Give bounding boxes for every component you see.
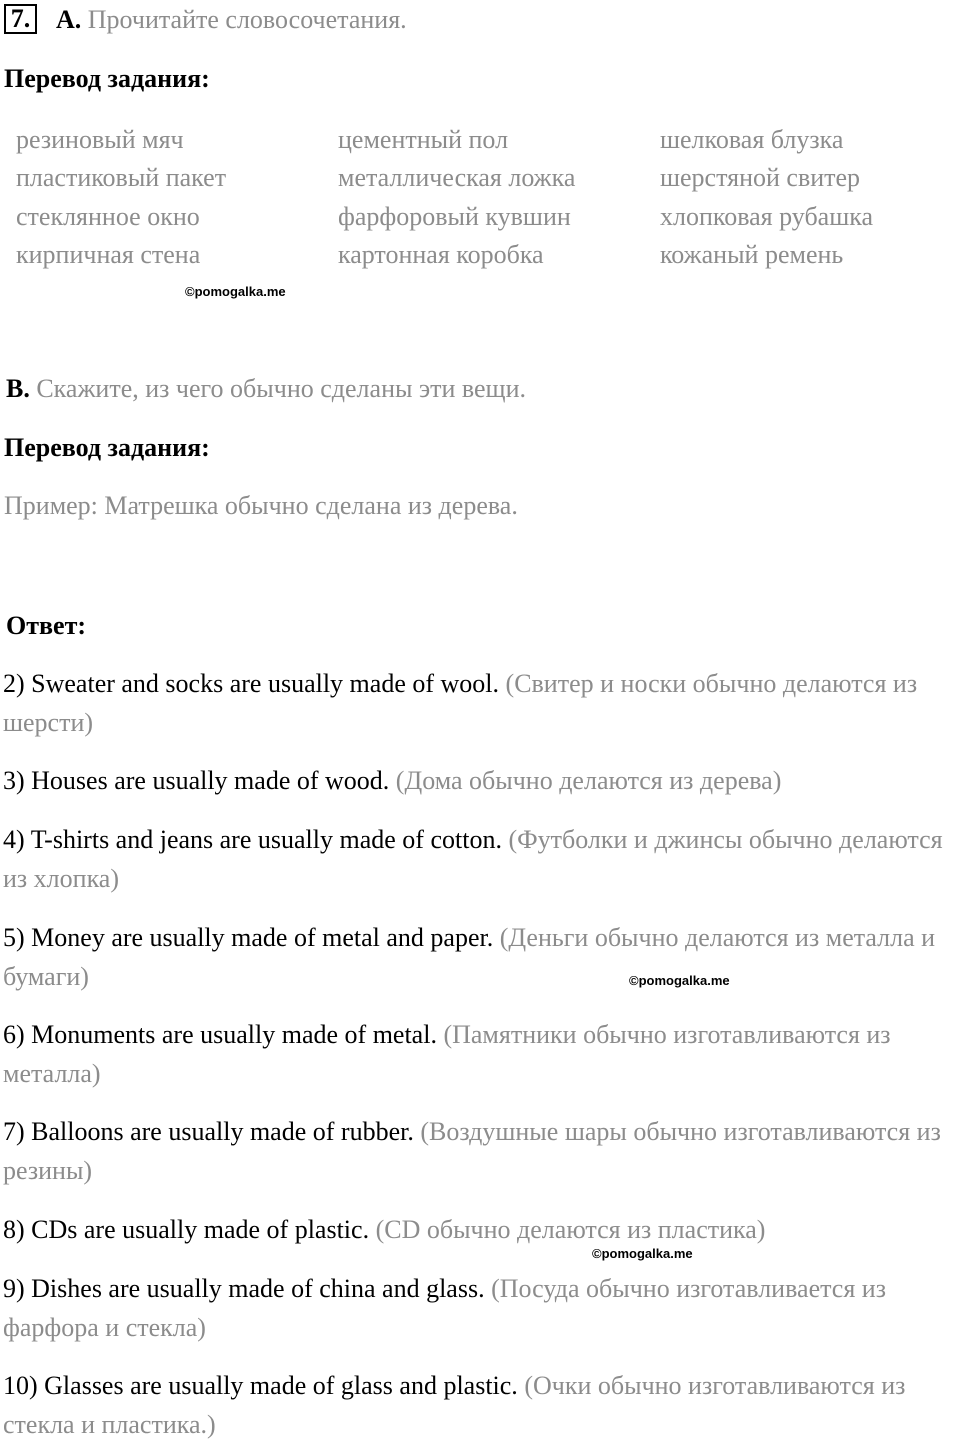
word-item: хлопковая рубашка	[660, 201, 874, 231]
word-column-3	[660, 121, 873, 274]
answer-item	[3, 1211, 958, 1250]
watermark: ©pomogalka.me	[629, 973, 730, 988]
answer-heading: Ответ:	[6, 611, 87, 640]
answer-english: 7) Balloons are usually made of rubber.	[3, 1117, 414, 1146]
answer-item	[3, 1016, 958, 1093]
word-item: пластиковый пакет	[16, 163, 227, 193]
part-a-letter: А.	[56, 5, 82, 34]
answer-russian: (Футболки и джинсы обычно делаются из хлопка)	[3, 825, 943, 893]
example-sentence: Пример: Матрешка обычно сделана из дерева.	[4, 491, 518, 520]
answer-english: 3) Houses are usually made of wood.	[3, 766, 390, 795]
answer-russian: (Дома обычно делаются из дерева)	[395, 766, 782, 795]
word-item: стеклянное окно	[16, 201, 200, 231]
part-b-letter: В.	[6, 374, 30, 403]
answer-russian: (Памятники обычно изготавливаются из металла)	[3, 1020, 891, 1088]
answer-russian: (Очки обычно изготавливаются из стекла и пластика.)	[3, 1371, 906, 1439]
word-item: кожаный ремень	[660, 239, 844, 269]
part-b-instruction: Скажите, из чего обычно сделаны эти вещи.	[36, 374, 526, 403]
part-b-line	[6, 374, 526, 404]
part-a-line	[56, 5, 407, 35]
word-column-2	[338, 121, 575, 274]
word-item: кирпичная стена	[16, 239, 201, 269]
word-item: металлическая ложка	[338, 163, 576, 193]
translation-heading-a: Перевод задания:	[4, 64, 210, 93]
answer-english: 8) CDs are usually made of plastic.	[3, 1215, 370, 1244]
answer-item	[3, 1367, 958, 1444]
answer-item	[3, 762, 958, 801]
answer-item	[3, 919, 958, 996]
word-item: резиновый мяч	[16, 125, 184, 154]
exercise-number: 7.	[4, 4, 37, 34]
answer-item	[3, 1270, 958, 1347]
translation-heading-b: Перевод задания:	[4, 433, 210, 462]
answer-english: 5) Money are usually made of metal and paper.	[3, 923, 494, 952]
watermark: ©pomogalka.me	[592, 1246, 693, 1261]
answer-item	[3, 1113, 958, 1190]
answer-russian: (CD обычно делаются из пластика)	[375, 1215, 766, 1244]
answer-russian: (Деньги обычно делаются из металла и бумаги)	[3, 923, 936, 991]
answer-item	[3, 821, 958, 898]
answer-item	[3, 665, 958, 742]
answer-english: 9) Dishes are usually made of china and glass.	[3, 1274, 485, 1303]
word-item: цементный пол	[338, 125, 509, 154]
answer-english: 4) T-shirts and jeans are usually made of cotton.	[3, 825, 502, 854]
answer-russian: (Воздушные шары обычно изготавливаются из резины)	[3, 1117, 941, 1185]
part-a-instruction: Прочитайте словосочетания.	[87, 5, 407, 34]
watermark: ©pomogalka.me	[185, 284, 286, 299]
answer-english: 6) Monuments are usually made of metal.	[3, 1020, 437, 1049]
word-item: картонная коробка	[338, 239, 544, 269]
word-item: шелковая блузка	[660, 125, 844, 154]
answer-english: 10) Glasses are usually made of glass and plastic.	[3, 1371, 518, 1400]
answer-russian: (Свитер и носки обычно делаются из шерсти)	[3, 669, 918, 737]
word-item: шерстяной свитер	[660, 163, 861, 193]
word-item: фарфоровый кувшин	[338, 201, 571, 231]
answer-russian: (Посуда обычно изготавливается из фарфора и стекла)	[3, 1274, 886, 1342]
answer-english: 2) Sweater and socks are usually made of wool.	[3, 669, 500, 698]
word-column-1	[16, 121, 226, 274]
